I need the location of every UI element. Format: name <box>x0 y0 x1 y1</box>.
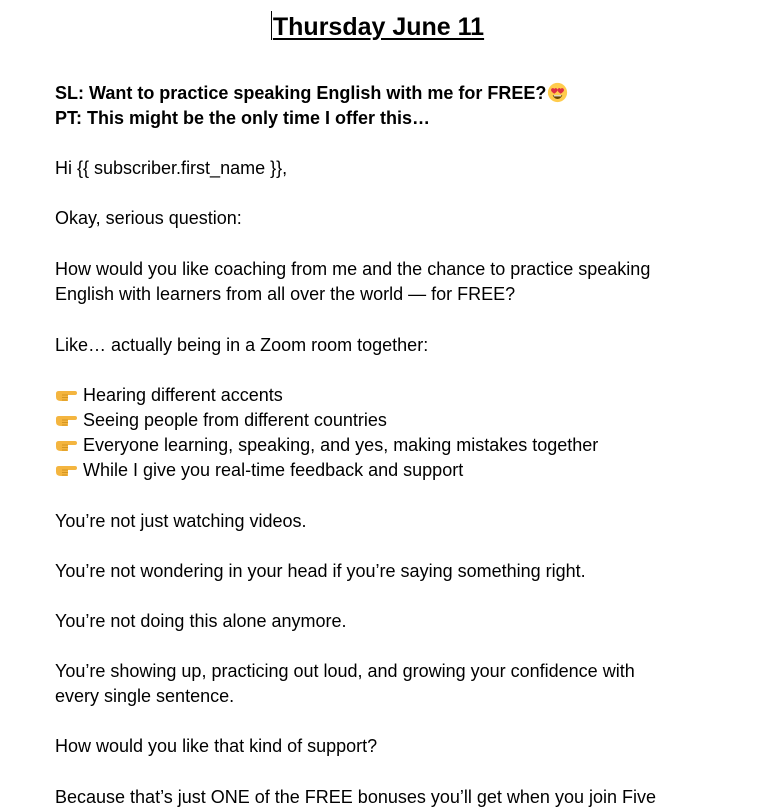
pointing-hand-icon <box>55 413 77 427</box>
bullet-item <box>55 408 387 433</box>
paragraph-7-line-2: every single sentence. <box>55 686 235 706</box>
heart-eyes-emoji-icon <box>547 82 568 103</box>
greeting: Hi {{ subscriber.first_name }}, <box>55 158 288 178</box>
bullet-text: While I give you real-time feedback and support <box>83 460 464 480</box>
paragraph-3: Like… actually being in a Zoom room together: <box>55 335 429 355</box>
title-text: Thursday June 11 <box>272 13 485 41</box>
paragraph-8: How would you like that kind of support? <box>55 736 378 756</box>
pointing-hand-icon <box>55 388 77 402</box>
paragraph-6: You’re not doing this alone anymore. <box>55 611 347 631</box>
bullet-text: Hearing different accents <box>83 385 283 405</box>
bullet-text: Everyone learning, speaking, and yes, making mistakes together <box>83 435 599 455</box>
paragraph-2-line-2: English with learners from all over the world — for FREE? <box>55 284 516 304</box>
paragraph-5: You’re not wondering in your head if you’re saying something right. <box>55 561 586 581</box>
bullet-item <box>55 433 598 458</box>
paragraph-9: Because that’s just ONE of the FREE bonuses you’ll get when you join Five <box>55 787 656 807</box>
subject-line <box>55 81 568 106</box>
paragraph-4: You’re not just watching videos. <box>55 511 307 531</box>
paragraph-2-line-1: How would you like coaching from me and the chance to practice speaking <box>55 259 651 279</box>
bullet-item <box>55 458 463 483</box>
bullet-text: Seeing people from different countries <box>83 410 387 430</box>
paragraph-7-line-1: You’re showing up, practicing out loud, and growing your confidence with <box>55 661 635 681</box>
bullet-item <box>55 383 283 408</box>
page-title <box>55 10 700 44</box>
subject-line-text: SL: Want to practice speaking English with me for FREE? <box>55 83 547 103</box>
preview-text: PT: This might be the only time I offer this… <box>55 108 431 128</box>
pointing-hand-icon <box>55 463 77 477</box>
paragraph-1: Okay, serious question: <box>55 208 242 228</box>
pointing-hand-icon <box>55 438 77 452</box>
text-cursor <box>271 11 272 40</box>
